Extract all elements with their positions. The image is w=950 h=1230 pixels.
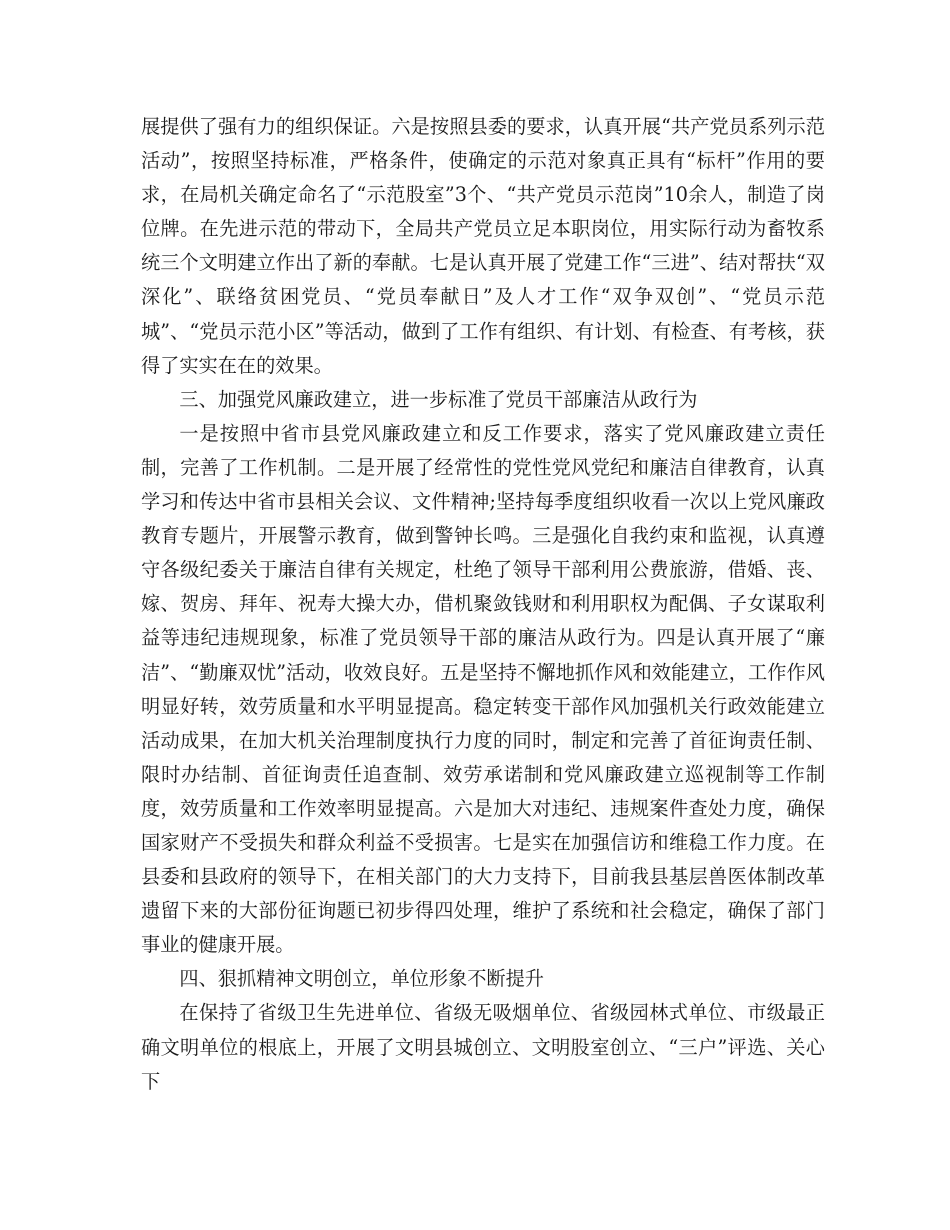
- paragraph-section-three: 一是按照中省市县党风廉政建立和反工作要求，落实了党风廉政建立责任制，完善了工作机制。二是开展了经常性的党性党风党纪和廉洁自律教育，认真学习和传达中省市县相关会议、文件精神;坚持每季度组织收看一次以上党风廉政教育专题片，开展警示教育，做到警钟长鸣。三是强化自我约束和监视，认真遵守各级纪委关于廉洁自律有关规定，杜绝了领导干部利用公费旅游，借婚、丧、嫁、贺房、拜年、祝寿大操大办，借机聚敛钱财和利用职权为配偶、子女谋取利益等违纪违规现象，标准了党员领导干部的廉洁从政行为。四是认真开展了“廉洁”、“勤廉双忧”活动，收效良好。五是坚持不懈地抓作风和效能建立，工作作风明显好转，效劳质量和水平明显提高。稳定转变干部作风加强机关行政效能建立活动成果，在加大机关治理制度执行力度的同时，制定和完善了首征询责任制、限时办结制、首征询责任追查制、效劳承诺制和党风廉政建立巡视制等工作制度，效劳质量和工作效率明显提高。六是加大对违纪、违规案件查处力度，确保国家财产不受损失和群众利益不受损害。七是实在加强信访和维稳工作力度。在县委和县政府的领导下，在相关部门的大力支持下，目前我县基层兽医体制改革遗留下来的大部份征询题已初步得四处理，维护了系统和社会稳定，确保了部门事业的健康开展。: [141, 421, 825, 957]
- paragraph-continuation: 展提供了强有力的组织保证。六是按照县委的要求，认真开展“共产党员系列示范活动”，按照坚持标准，严格条件，使确定的示范对象真正具有“标杆”作用的要求，在局机关确定命名了“示范股室”3个、“共产党员示范岗”10余人，制造了岗位牌。在先进示范的带动下，全局共产党员立足本职岗位，用实际行动为畜牧系统三个文明建立作出了新的奉献。七是认真开展了党建工作“三进”、结对帮扶“双深化”、联络贫困党员、“党员奉献日”及人才工作“双争双创”、“党员示范城”、“党员示范小区”等活动，做到了工作有组织、有计划、有检查、有考核，获得了实实在在的效果。: [141, 115, 825, 377]
- paragraph-section-four: 在保持了省级卫生先进单位、省级无吸烟单位、省级园林式单位、市级最正确文明单位的根底上，开展了文明县城创立、文明股室创立、“三户”评选、关心下: [141, 1001, 825, 1093]
- section-heading-three: 三、加强党风廉政建立，进一步标准了党员干部廉洁从政行为: [179, 387, 698, 411]
- document-body: [141, 110, 825, 1099]
- section-heading-four: 四、狠抓精神文明创立，单位形象不断提升: [179, 967, 544, 991]
